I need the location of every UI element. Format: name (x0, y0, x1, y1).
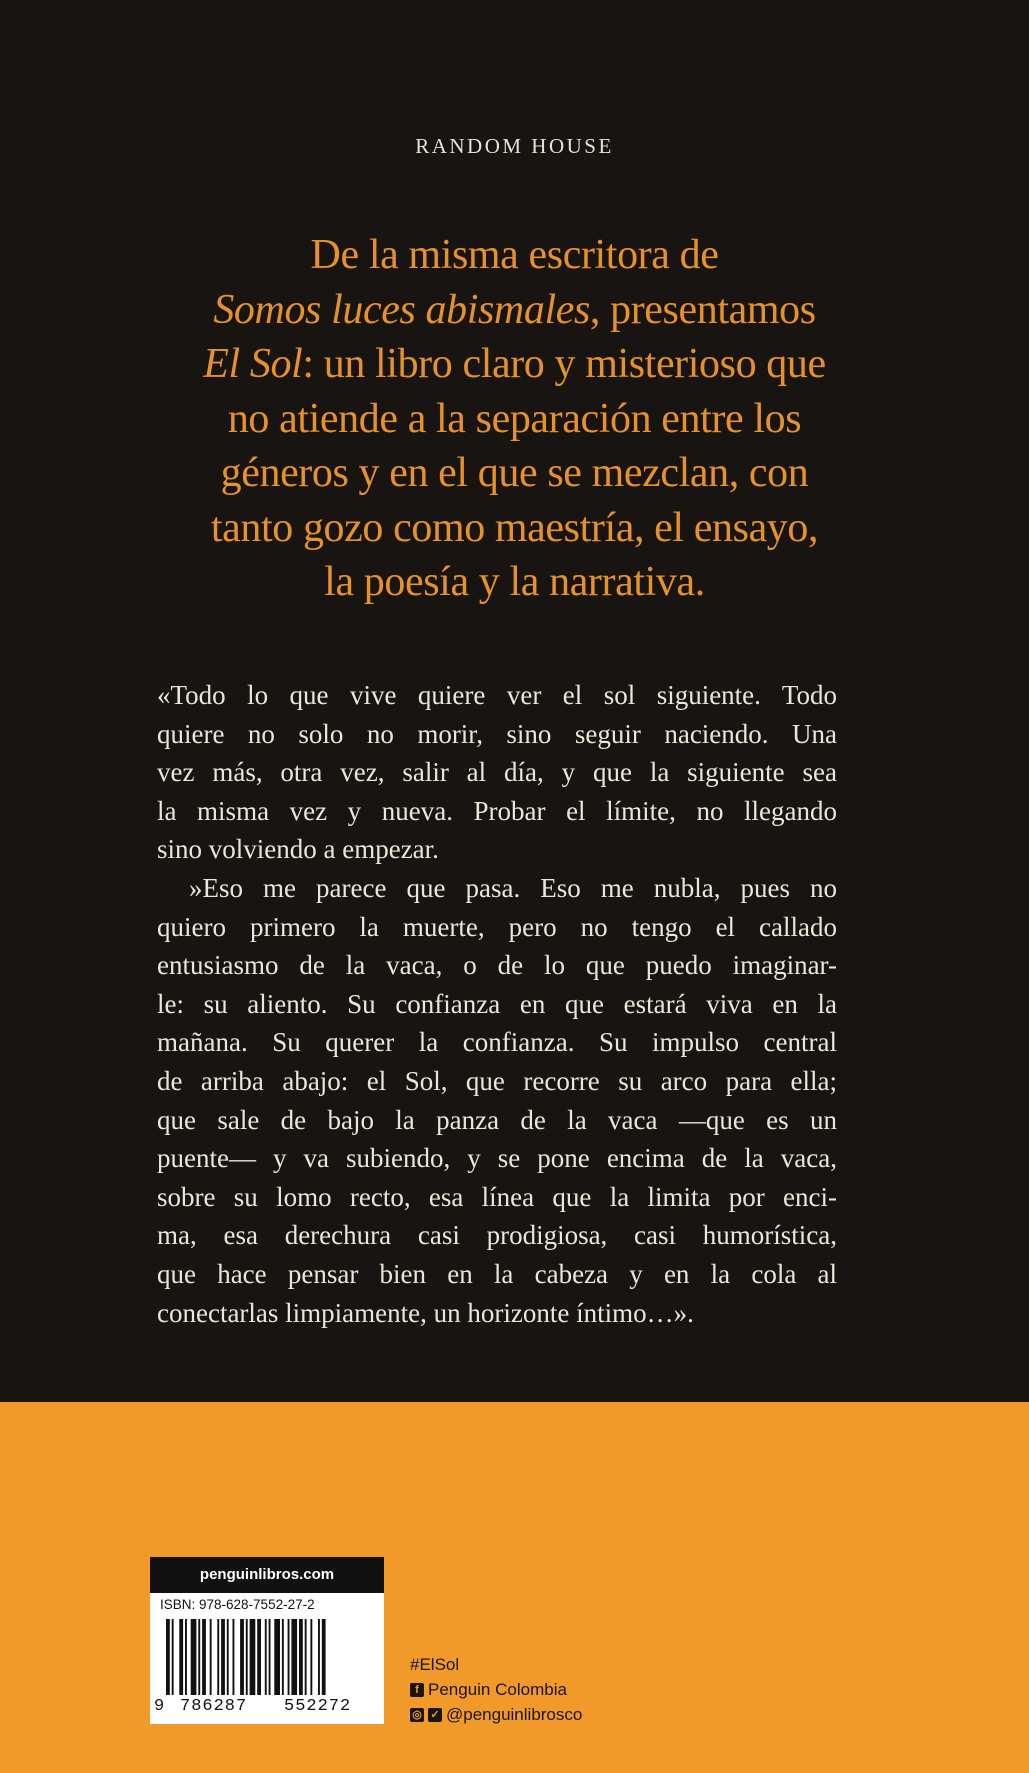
barcode-stripe (227, 1619, 229, 1695)
book-title-italic: Somos luces abismales (213, 286, 590, 333)
quote-line: sobre su lomo recto, esa línea que la limita por enci- (157, 1181, 837, 1212)
social-handle: @penguinlibrosco (446, 1705, 583, 1724)
quote-line: de arriba abajo: el Sol, que recorre su arco para ella; (157, 1065, 837, 1096)
barcode-stripe (265, 1619, 267, 1695)
blurb-line: De la misma escritora de (310, 232, 719, 278)
barcode-stripe (299, 1619, 303, 1695)
barcode-stripe (172, 1619, 174, 1695)
barcode-stripe (210, 1619, 212, 1695)
barcode-stripe (198, 1619, 200, 1695)
blurb-line (120, 337, 909, 392)
barcode-stripe (282, 1619, 284, 1695)
quote-line: vez más, otra vez, salir al día, y que la siguiente sea (157, 757, 837, 788)
barcode-stripe (322, 1619, 326, 1695)
barcode-stripe (217, 1619, 219, 1695)
barcode-stripe (257, 1619, 261, 1695)
barcode-stripe (310, 1619, 312, 1695)
barcode-stripe (291, 1619, 297, 1695)
barcode-stripe (166, 1619, 170, 1695)
blurb-line: géneros y en el que se mezclan, con (220, 450, 809, 496)
barcode-stripe (221, 1619, 225, 1695)
excerpt-quote (157, 676, 837, 1332)
instagram-icon: ◎ (410, 1708, 424, 1722)
quote-line: entusiasmo de la vaca, o de lo que puedo imaginar- (157, 950, 837, 981)
barcode-stripe (240, 1619, 244, 1695)
facebook-icon: f (410, 1683, 424, 1697)
barcode-stripe (191, 1619, 197, 1695)
facebook-name: Penguin Colombia (428, 1680, 567, 1699)
barcode-label (150, 1557, 384, 1724)
barcode-stripe (288, 1619, 290, 1695)
facebook-row (410, 1677, 582, 1702)
barcode-stripe (185, 1619, 187, 1695)
handle-row (410, 1702, 582, 1727)
barcode-stripe (246, 1619, 248, 1695)
quote-line: ma, esa derechura casi prodigiosa, casi humorística, (157, 1220, 837, 1251)
twitter-icon: ✓ (428, 1708, 442, 1722)
quote-line: le: su aliento. Su confianza en que estará viva en la (157, 988, 837, 1019)
quote-line: «Todo lo que vive quiere ver el sol siguiente. Todo (157, 680, 837, 710)
quote-line: sino volviendo a empezar. (157, 834, 439, 865)
blurb-line: no atiende a la separación entre los (227, 395, 802, 442)
barcode-stripe (233, 1619, 235, 1695)
social-links (410, 1652, 582, 1727)
barcode-digits-right: 552272 (284, 1697, 352, 1716)
hashtag: #ElSol (410, 1655, 460, 1674)
quote-line: conectarlas limpiamente, un horizonte íntimo…». (157, 1297, 694, 1328)
barcode-digits-left: 786287 (180, 1697, 248, 1716)
blurb-line (120, 283, 909, 338)
quote-line: puente— y va subiendo, y se pone encima de la vaca, (157, 1143, 837, 1174)
barcode-digit-first: 9 (154, 1697, 166, 1716)
barcode-stripe (305, 1619, 307, 1695)
barcode-stripe (179, 1619, 183, 1695)
quote-line: que hace pensar bien en la cabeza y en la cola al (157, 1258, 837, 1289)
barcode-stripe (274, 1619, 280, 1695)
publisher-imprint: RANDOM HOUSE (415, 134, 614, 158)
website-label: penguinlibros.com (150, 1557, 384, 1593)
blurb (120, 228, 909, 610)
blurb-text: : un libro claro y misterioso que (302, 341, 826, 387)
blurb-line: la poesía y la narrativa. (324, 559, 705, 605)
quote-line: que sale de bajo la panza de la vaca —que es un (157, 1104, 837, 1135)
blurb-line: tanto gozo como maestría, el ensayo, (210, 504, 819, 551)
barcode-stripe (269, 1619, 271, 1695)
barcode-stripe (318, 1619, 320, 1695)
barcode-stripe (202, 1619, 206, 1695)
isbn-text: ISBN: 978-628-7552-27-2 (160, 1597, 315, 1612)
book-title-italic: El Sol (203, 341, 303, 387)
barcode-bars (150, 1617, 384, 1699)
quote-line: la misma vez y nueva. Probar el límite, no llegando (157, 795, 837, 826)
quote-line: quiere no solo no morir, sino seguir naciendo. Una (157, 718, 837, 749)
quote-line: quiero primero la muerte, pero no tengo el callado (157, 911, 837, 942)
hashtag-row (410, 1652, 582, 1677)
quote-line: mañana. Su querer la confianza. Su impulso central (157, 1027, 837, 1058)
barcode-stripe (250, 1619, 256, 1695)
blurb-text: , presentamos (589, 286, 816, 333)
quote-line: »Eso me parece que pasa. Eso me nubla, pues no (189, 872, 837, 903)
